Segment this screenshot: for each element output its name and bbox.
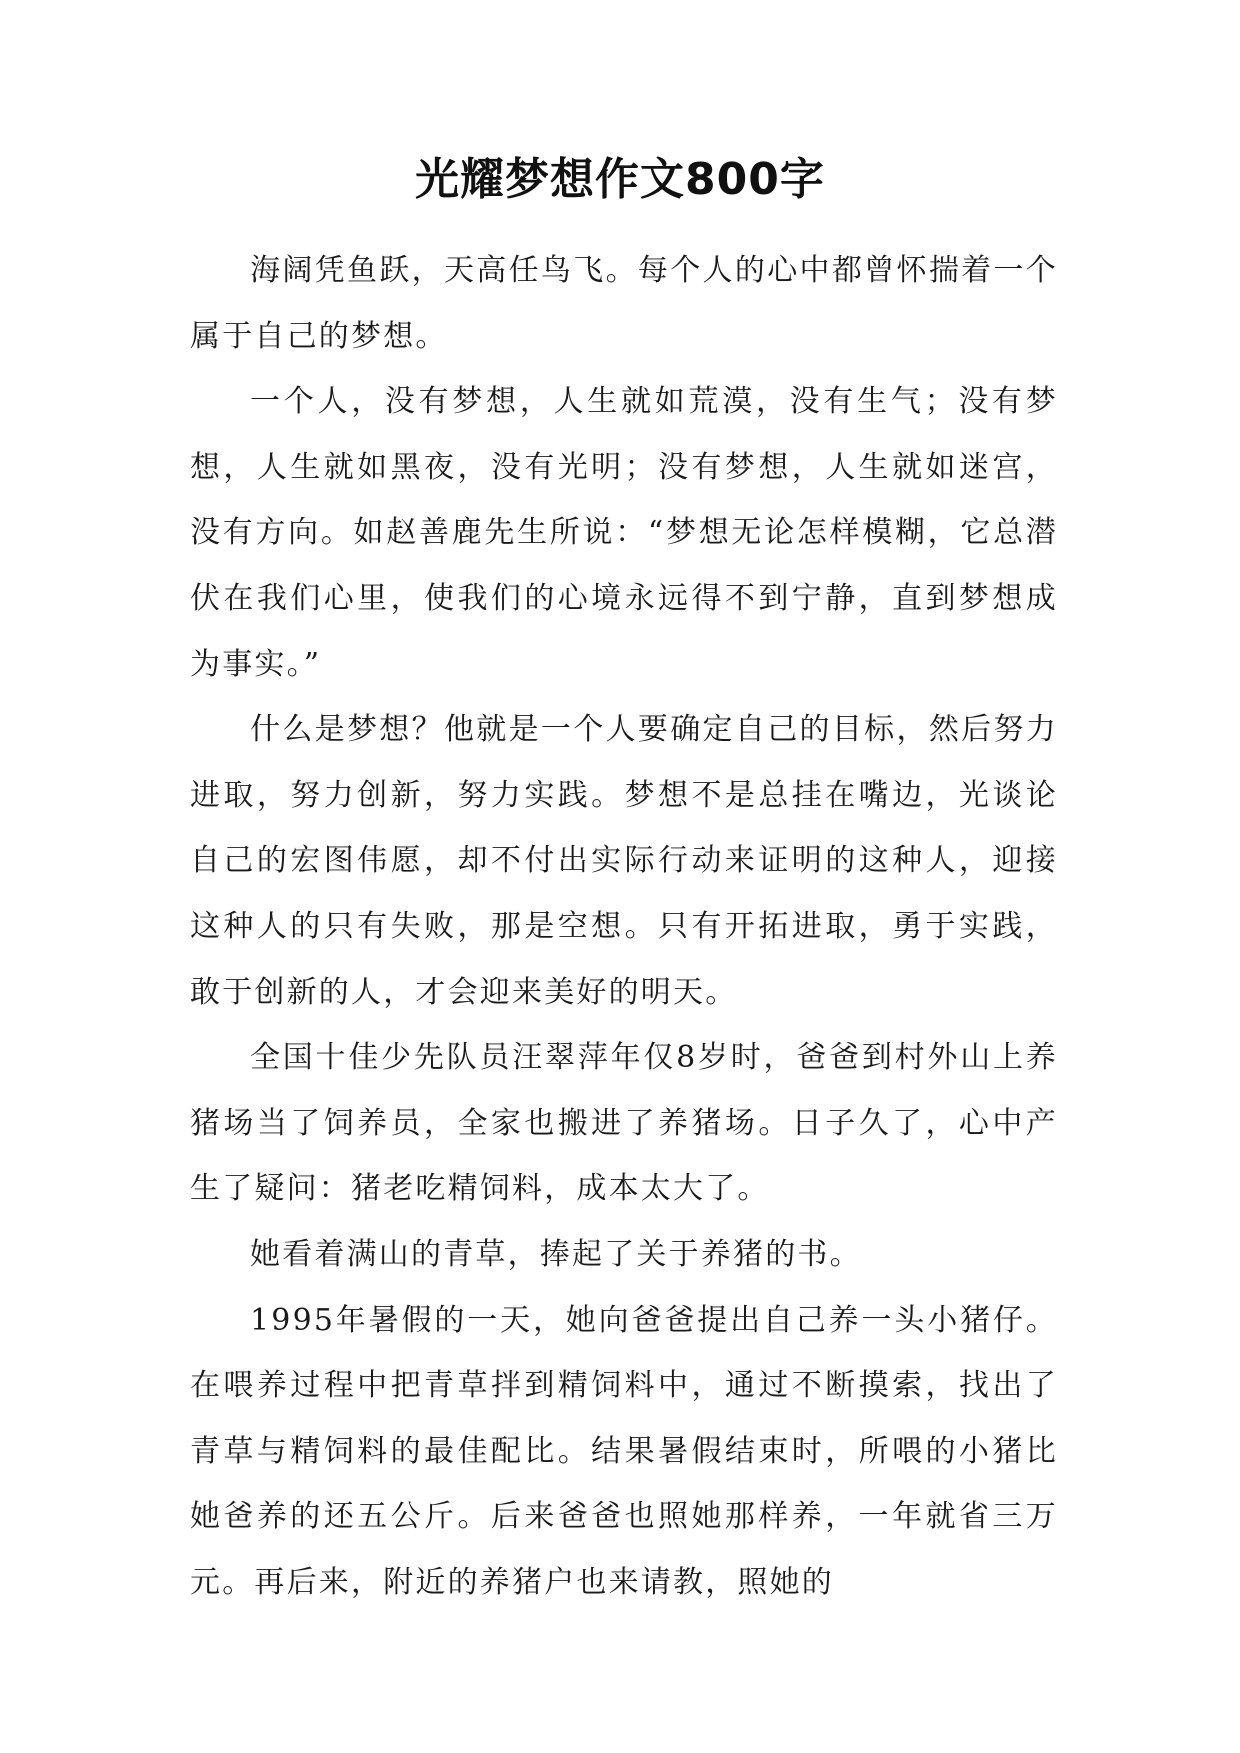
paragraph-4: 全国十佳少先队员汪翠萍年仅8岁时，爸爸到村外山上养猪场当了饲养员，全家也搬进了养猪场。日子久了，心中产生了疑问：猪老吃精饲料，成本太大了。	[190, 1040, 1058, 1207]
paragraph-3: 什么是梦想？他就是一个人要确定自己的目标，然后努力进取，努力创新，努力实践。梦想不是总挂在嘴边，光谈论自己的宏图伟愿，却不付出实际行动来证明的这种人，迎接这种人的只有失败，那是空想。只有开拓进取，勇于实践，敢于创新的人，才会迎来美好的明天。	[190, 712, 1058, 1010]
document-title: 光耀梦想作文800字	[415, 154, 825, 205]
paragraph-1: 海阔凭鱼跃，天高任鸟飞。每个人的心中都曾怀揣着一个属于自己的梦想。	[190, 253, 1058, 354]
paragraph-2: 一个人，没有梦想，人生就如荒漠，没有生气；没有梦想，人生就如黑夜，没有光明；没有梦想，人生就如迷宫，没有方向。如赵善鹿先生所说：“梦想无论怎样模糊，它总潜伏在我们心里，使我们的心境永远得不到宁静，直到梦想成为事实。”	[190, 384, 1058, 682]
paragraph-5: 她看着满山的青草，捧起了关于养猪的书。	[250, 1236, 862, 1272]
document-body	[190, 238, 1058, 1615]
paragraph-6: 1995年暑假的一天，她向爸爸提出自己养一头小猪仔。在喂养过程中把青草拌到精饲料中，通过不断摸索，找出了青草与精饲料的最佳配比。结果暑假结束时，所喂的小猪比她爸养的还五公斤。后来爸爸也照她那样养，一年就省三万元。再后来，附近的养猪户也来请教，照她的	[190, 1302, 1058, 1600]
